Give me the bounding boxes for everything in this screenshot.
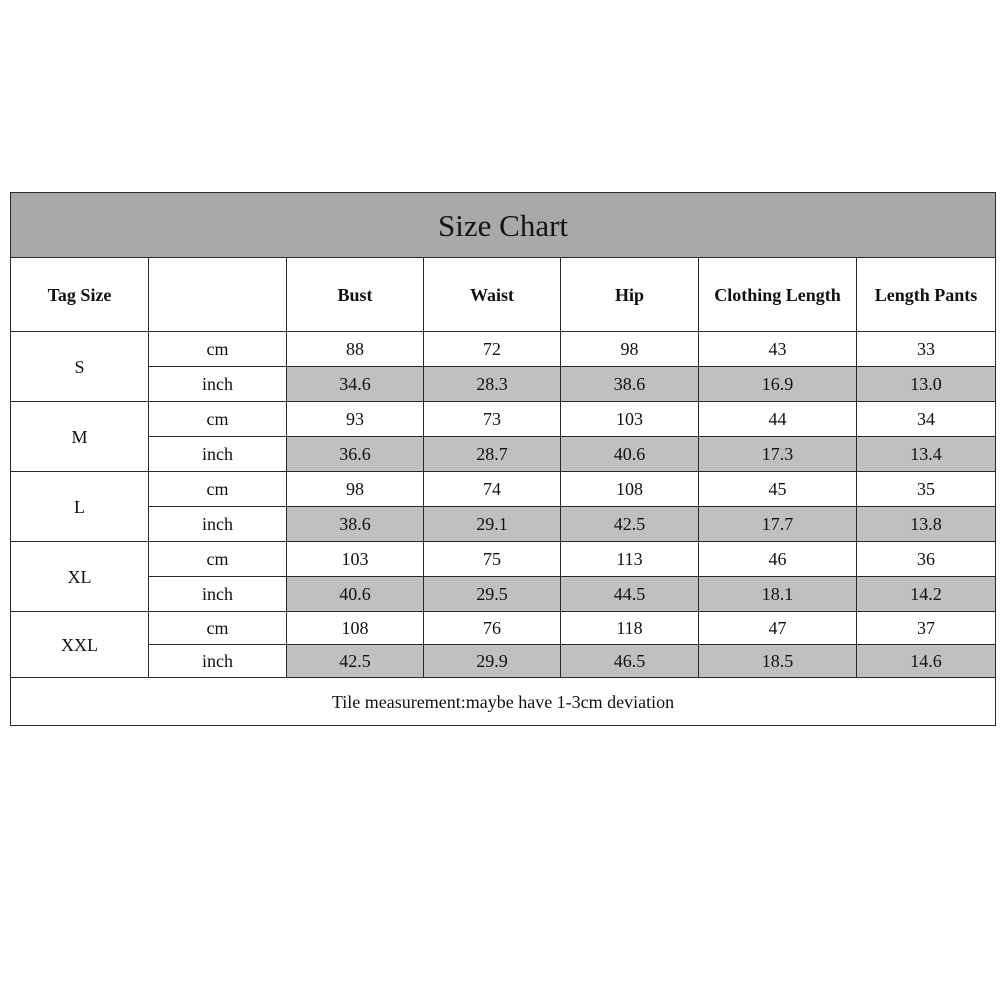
hip-value: 46.5 [561, 645, 699, 678]
unit-label: cm [149, 402, 287, 437]
clothing-length-value: 17.7 [699, 507, 857, 542]
length-pants-value: 13.0 [857, 367, 996, 402]
waist-value: 29.9 [424, 645, 561, 678]
bust-value: 93 [287, 402, 424, 437]
hip-value: 113 [561, 542, 699, 577]
bust-value: 36.6 [287, 437, 424, 472]
bust-value: 108 [287, 612, 424, 645]
unit-label: cm [149, 542, 287, 577]
unit-label: inch [149, 367, 287, 402]
length-pants-value: 14.2 [857, 577, 996, 612]
length-pants-value: 33 [857, 332, 996, 367]
table-row [11, 577, 996, 612]
size-label: XXL [11, 612, 149, 678]
waist-value: 73 [424, 402, 561, 437]
header-waist: Waist [424, 258, 561, 332]
length-pants-value: 13.8 [857, 507, 996, 542]
waist-value: 29.5 [424, 577, 561, 612]
header-length-pants: Length Pants [857, 258, 996, 332]
table-row [11, 332, 996, 367]
table-row [11, 612, 996, 645]
bust-value: 38.6 [287, 507, 424, 542]
hip-value: 118 [561, 612, 699, 645]
hip-value: 42.5 [561, 507, 699, 542]
table-row [11, 367, 996, 402]
bust-value: 103 [287, 542, 424, 577]
header-row [11, 258, 996, 332]
waist-value: 28.3 [424, 367, 561, 402]
header-hip: Hip [561, 258, 699, 332]
table-row [11, 645, 996, 678]
clothing-length-value: 18.1 [699, 577, 857, 612]
waist-value: 75 [424, 542, 561, 577]
unit-label: inch [149, 645, 287, 678]
waist-value: 29.1 [424, 507, 561, 542]
waist-value: 76 [424, 612, 561, 645]
footer-note: Tile measurement:maybe have 1-3cm deviation [11, 678, 996, 726]
waist-value: 74 [424, 472, 561, 507]
table-row [11, 542, 996, 577]
size-chart-table [10, 192, 996, 726]
hip-value: 44.5 [561, 577, 699, 612]
bust-value: 34.6 [287, 367, 424, 402]
unit-label: inch [149, 437, 287, 472]
clothing-length-value: 16.9 [699, 367, 857, 402]
length-pants-value: 36 [857, 542, 996, 577]
hip-value: 40.6 [561, 437, 699, 472]
size-label: S [11, 332, 149, 402]
unit-label: inch [149, 507, 287, 542]
header-unit [149, 258, 287, 332]
unit-label: cm [149, 332, 287, 367]
unit-label: inch [149, 577, 287, 612]
header-bust: Bust [287, 258, 424, 332]
hip-value: 38.6 [561, 367, 699, 402]
title-row [11, 193, 996, 258]
hip-value: 108 [561, 472, 699, 507]
footer-row [11, 678, 996, 726]
table-row [11, 507, 996, 542]
clothing-length-value: 18.5 [699, 645, 857, 678]
bust-value: 98 [287, 472, 424, 507]
length-pants-value: 37 [857, 612, 996, 645]
waist-value: 72 [424, 332, 561, 367]
unit-label: cm [149, 472, 287, 507]
chart-title: Size Chart [11, 193, 996, 258]
waist-value: 28.7 [424, 437, 561, 472]
clothing-length-value: 45 [699, 472, 857, 507]
length-pants-value: 35 [857, 472, 996, 507]
hip-value: 98 [561, 332, 699, 367]
bust-value: 42.5 [287, 645, 424, 678]
size-label: L [11, 472, 149, 542]
table-row [11, 472, 996, 507]
length-pants-value: 14.6 [857, 645, 996, 678]
unit-label: cm [149, 612, 287, 645]
clothing-length-value: 46 [699, 542, 857, 577]
clothing-length-value: 47 [699, 612, 857, 645]
length-pants-value: 34 [857, 402, 996, 437]
clothing-length-value: 17.3 [699, 437, 857, 472]
hip-value: 103 [561, 402, 699, 437]
size-label: XL [11, 542, 149, 612]
table-row [11, 437, 996, 472]
bust-value: 40.6 [287, 577, 424, 612]
bust-value: 88 [287, 332, 424, 367]
clothing-length-value: 44 [699, 402, 857, 437]
header-clothing-length: Clothing Length [699, 258, 857, 332]
header-tag-size: Tag Size [11, 258, 149, 332]
clothing-length-value: 43 [699, 332, 857, 367]
table-row [11, 402, 996, 437]
length-pants-value: 13.4 [857, 437, 996, 472]
size-label: M [11, 402, 149, 472]
